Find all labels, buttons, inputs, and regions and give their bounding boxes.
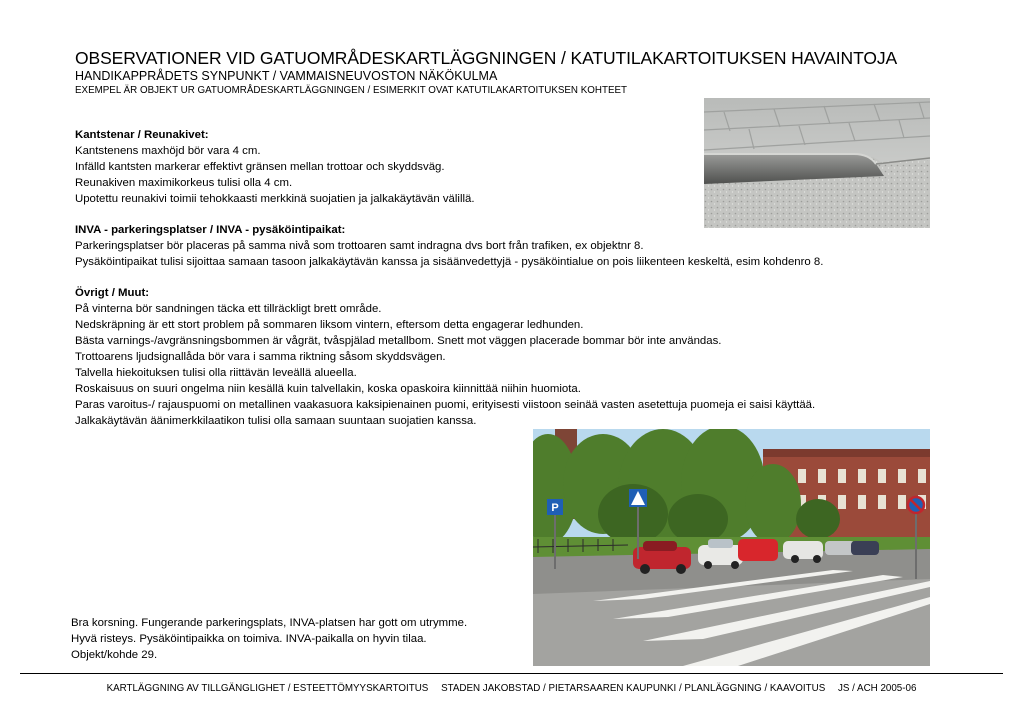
text-line: Kantstenens maxhöjd bör vara 4 cm.: [75, 145, 261, 157]
page-subheading: EXEMPEL ÄR OBJEKT UR GATUOMRÅDESKARTLÄGGNINGEN / ESIMERKIT OVAT KATUTILAKARTOITUKSEN KOHTEET: [75, 85, 628, 96]
text-line: Paras varoitus-/ rajauspuomi on metallinen vaakasuora kaksipienainen puomi, erityisesti viistoon seinää vasten asetettuja puomeja ei saisi käyttää.: [75, 399, 816, 411]
text-line: Reunakiven maximikorkeus tulisi olla 4 cm.: [75, 177, 293, 189]
footer-project: KARTLÄGGNING AV TILLGÄNGLIGHET / ESTEETTÖMYYSKARTOITUS: [106, 683, 429, 694]
photo-caption: [71, 615, 467, 663]
page-footer: [0, 683, 1023, 694]
section-heading: Övrigt / Muut:: [75, 287, 150, 299]
svg-text:P: P: [551, 502, 559, 514]
text-line: Infälld kantsten markerar effektivt gränsen mellan trottoar och skyddsväg.: [75, 161, 445, 173]
text-line: Jalkakäytävän äänimerkkilaatikon tulisi olla samaan suuntaan suojatien kanssa.: [75, 415, 477, 427]
section-inva-parking: [75, 222, 823, 270]
text-line: Talvella hiekoituksen tulisi olla riittävän leveällä alueella.: [75, 367, 357, 379]
footer-organization: STADEN JAKOBSTAD / PIETARSAAREN KAUPUNKI / PLANLÄGGNING / KAAVOITUS: [441, 683, 826, 694]
text-line: Trottoarens ljudsignallåda bör vara i samma riktning såsom skyddsvägen.: [75, 351, 446, 363]
footer-divider: [20, 673, 1003, 674]
text-line: Bästa varnings-/avgränsningsbommen är vågrät, tvåspjälad metallbom. Snett mot väggen placerade bommar bör inte användas.: [75, 335, 722, 347]
page-subtitle: HANDIKAPPRÅDETS SYNPUNKT / VAMMAISNEUVOSTON NÄKÖKULMA: [75, 69, 498, 83]
footer-author-date: JS / ACH 2005-06: [837, 683, 917, 694]
text-line: Nedskräpning är ett stort problem på sommaren liksom vintern, eftersom detta engagerar ledhunden.: [75, 319, 584, 331]
caption-line: Bra korsning. Fungerande parkeringsplats, INVA-platsen har gott om utrymme.: [71, 617, 468, 629]
text-line: På vinterna bör sandningen täcka ett tillräckligt brett område.: [75, 303, 382, 315]
caption-line: Objekt/kohde 29.: [71, 649, 158, 661]
page-title: OBSERVATIONER VID GATUOMRÅDESKARTLÄGGNINGEN / KATUTILAKARTOITUKSEN HAVAINTOJA: [75, 48, 898, 68]
curb-photo: [704, 98, 930, 228]
text-line: Upotettu reunakivi toimii tehokkaasti merkkinä suojatien ja jalkakäytävän välillä.: [75, 193, 475, 205]
section-curbs: [75, 127, 475, 207]
text-line: Pysäköintipaikat tulisi sijoittaa samaan tasoon jalkakäytävän kanssa ja sisäänvedettyjä - pysäköintialue on pois liikenteen keskeltä, esim kohdenro 8.: [75, 256, 824, 268]
section-heading: Kantstenar / Reunakivet:: [75, 129, 209, 141]
text-line: Parkeringsplatser bör placeras på samma nivå som trottoaren samt indragna dvs bort från trafiken, ex objektnr 8.: [75, 240, 644, 252]
text-line: Roskaisuus on suuri ongelma niin kesällä kuin talvellakin, koska opaskoira kiinnittää niihin huomiota.: [75, 383, 581, 395]
street-photo: [533, 429, 930, 666]
section-heading: INVA - parkeringsplatser / INVA - pysäköintipaikat:: [75, 224, 346, 236]
section-other: [75, 285, 815, 429]
caption-line: Hyvä risteys. Pysäköintipaikka on toimiva. INVA-paikalla on hyvin tilaa.: [71, 633, 427, 645]
